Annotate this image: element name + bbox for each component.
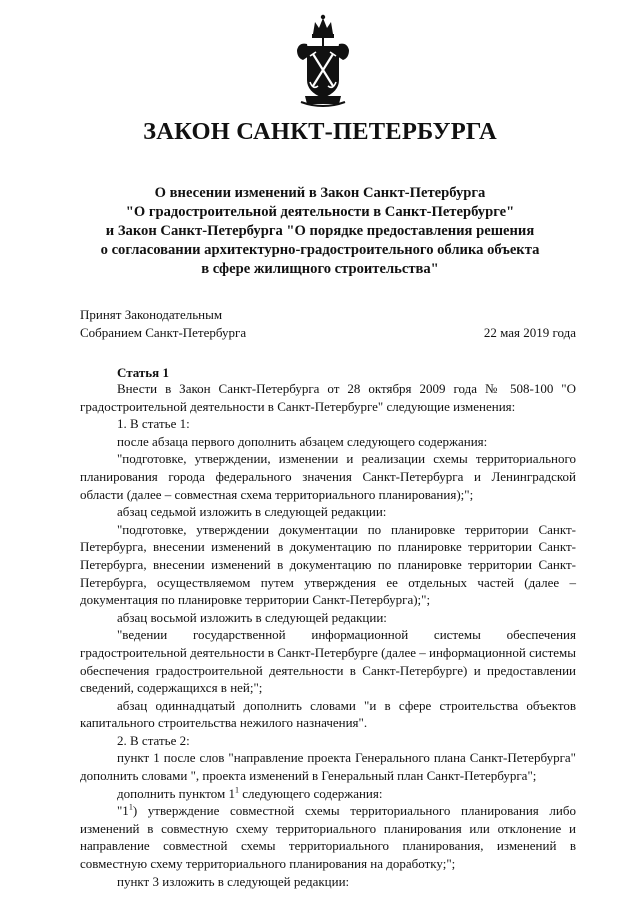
- superscript: 1: [128, 802, 133, 812]
- subtitle-line: и Закон Санкт-Петербурга "О порядке предоставления решения: [105, 223, 535, 239]
- adopted-by-line-1: Принят Законодательным: [80, 307, 223, 322]
- adoption-date: 22 мая 2019 года: [483, 324, 576, 340]
- paragraph: "подготовке, утверждении документации по планировке территории Санкт-Петербурга, внесении изменений в документацию по планировке территории Санкт-Петербурга, внесении изменений в документацию по планировке территории Санкт-Петербурга, осуществляемом путем утверждения ее отдельных частей (далее – документация по планировке территории Санкт-Петербурга);";: [80, 521, 576, 608]
- subtitle-line: О внесении изменений в Закон Санкт-Петербурга: [154, 185, 486, 201]
- paragraph-text: "1: [117, 803, 129, 819]
- paragraph: [80, 802, 576, 872]
- paragraph: после абзаца первого дополнить абзацем следующего содержания:: [117, 433, 488, 449]
- paragraph: Внести в Закон Санкт-Петербурга от 28 октября 2009 года № 508-100 "О градостроительной деятельности в Санкт-Петербурге" следующие изменения:: [80, 381, 576, 414]
- paragraph-text: дополнить пунктом 1: [117, 785, 235, 801]
- paragraph: пункт 1 после слов "направление проекта Генерального плана Санкт-Петербурга" дополнить словами ", проекта изменений в Генеральный план Санкт-Петербурга";: [80, 750, 576, 784]
- paragraph: абзац одиннадцатый дополнить словами "и в сфере строительства объектов капитального строительства нежилого назначения".: [80, 697, 576, 731]
- paragraph: "подготовке, утверждении, изменении и реализации схемы территориального планирования города федерального значения Санкт-Петербурга и Ленинградской области (далее – совместная схема территориального планирования);";: [80, 451, 576, 502]
- paragraph-text: следующего содержания:: [238, 785, 383, 801]
- law-title: ЗАКОН САНКТ-ПЕТЕРБУРГА: [143, 118, 497, 145]
- paragraph: "ведении государственной информационной системы обеспечения градостроительной деятельности в Санкт-Петербурге (далее – информационной системы обеспечения градостроительной деятельности в Санкт-Петербурге) и предоставлении сведений, содержащихся в ней;";: [80, 627, 577, 696]
- paragraph: абзац восьмой изложить в следующей редакции:: [117, 609, 387, 625]
- paragraph: абзац седьмой изложить в следующей редакции:: [117, 504, 387, 520]
- paragraph: [80, 785, 576, 803]
- superscript: 1: [234, 785, 239, 795]
- subtitle-line: "О градостроительной деятельности в Санкт-Петербурге": [125, 204, 515, 220]
- paragraph-text: ) утверждение совместной схемы территориального планирования либо изменений в совместную схему территориального планирования или отклонение и направление совместной схемы территориального планирования, изменений в совместную схему территориального планирования на доработку;";: [80, 803, 576, 872]
- subtitle-line: в сфере жилищного строительства": [201, 261, 439, 277]
- coat-of-arms-emblem: [293, 12, 353, 108]
- article-body: [80, 380, 576, 890]
- article-heading: Статья 1: [117, 365, 169, 380]
- paragraph: 1. В статье 1:: [117, 416, 190, 432]
- subtitle-line: о согласовании архитектурно-градостроительного облика объекта: [100, 242, 540, 258]
- law-subtitle: [60, 184, 580, 279]
- adopted-by-line-2: Собранием Санкт-Петербурга: [80, 324, 247, 340]
- paragraph: 2. В статье 2:: [117, 732, 190, 748]
- paragraph: пункт 3 изложить в следующей редакции:: [117, 873, 350, 889]
- adoption-block: [80, 306, 246, 341]
